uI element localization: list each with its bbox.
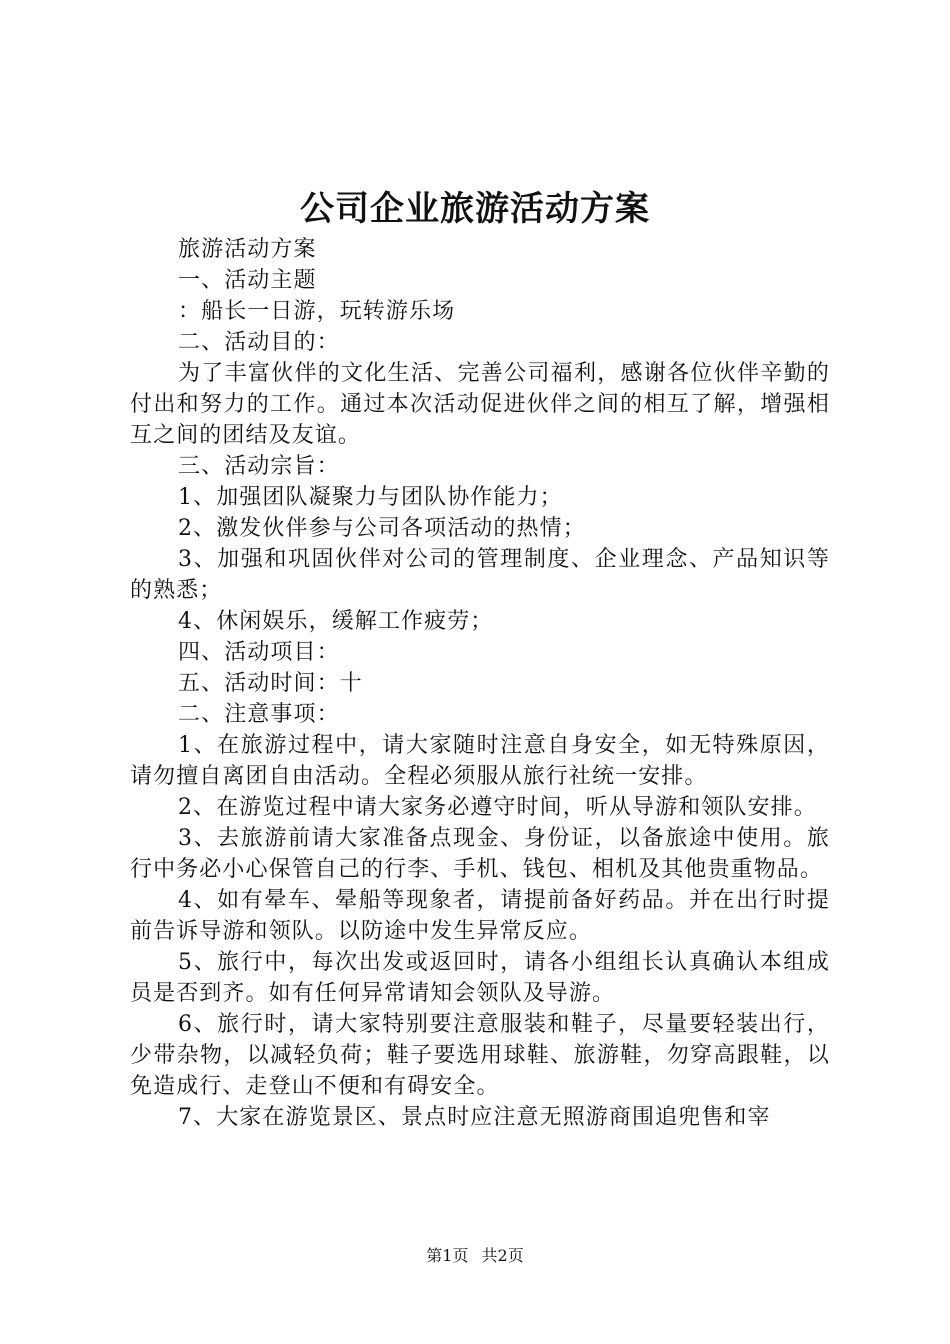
- document-body: [130, 234, 830, 1133]
- paragraph: 4、如有晕车、晕船等现象者，请提前备好药品。并在出行时提前告诉导游和领队。以防途中发生异常反应。: [130, 888, 830, 944]
- document-title: 公司企业旅游活动方案: [300, 189, 650, 229]
- paragraph: 2、激发伙伴参与公司各项活动的热情；: [178, 516, 586, 541]
- paragraph: 为了丰富伙伴的文化生活、完善公司福利，感谢各位伙伴辛勤的付出和努力的工作。通过本次活动促进伙伴之间的相互了解，增强相互之间的团结及友谊。: [130, 361, 830, 448]
- paragraph: 四、活动项目：: [178, 640, 340, 665]
- paragraph: 6、旅行时，请大家特别要注意服装和鞋子，尽量要轻装出行，少带杂物，以减轻负荷；鞋子要选用球鞋、旅游鞋，勿穿高跟鞋，以免造成行、走登山不便和有碍安全。: [130, 1012, 830, 1099]
- paragraph: ：船长一日游，玩转游乐场: [178, 299, 456, 324]
- paragraph: 二、活动目的：: [178, 330, 340, 355]
- paragraph: 3、去旅游前请大家准备点现金、身份证，以备旅途中使用。旅行中务必小心保管自己的行李、手机、钱包、相机及其他贵重物品。: [130, 826, 830, 882]
- paragraph: 旅游活动方案: [178, 237, 317, 262]
- paragraph: 一、活动主题: [178, 268, 317, 293]
- paragraph: 五、活动时间：十: [178, 671, 363, 696]
- paragraph: 7、大家在游览景区、景点时应注意无照游商围追兜售和宰: [178, 1105, 771, 1130]
- page-number: 第1页: [426, 1246, 469, 1265]
- paragraph: 1、加强团队凝聚力与团队协作能力；: [178, 485, 563, 510]
- paragraph: 1、在旅游过程中，请大家随时注意自身安全，如无特殊原因，请勿擅自离团自由活动。全程必须服从旅行社统一安排。: [130, 733, 830, 789]
- paragraph: 3、加强和巩固伙伴对公司的管理制度、企业理念、产品知识等的熟悉；: [130, 547, 830, 603]
- paragraph: 4、休闲娱乐，缓解工作疲劳；: [178, 609, 494, 634]
- paragraph: 5、旅行中，每次出发或返回时，请各小组组长认真确认本组成员是否到齐。如有任何异常请知会领队及导游。: [130, 950, 830, 1006]
- paragraph: 二、注意事项：: [178, 702, 340, 727]
- paragraph: 2、在游览过程中请大家务必遵守时间，听从导游和领队安排。: [178, 795, 817, 820]
- paragraph: 三、活动宗旨：: [178, 454, 340, 479]
- page-total: 共2页: [481, 1246, 524, 1265]
- page-footer: [0, 1244, 950, 1268]
